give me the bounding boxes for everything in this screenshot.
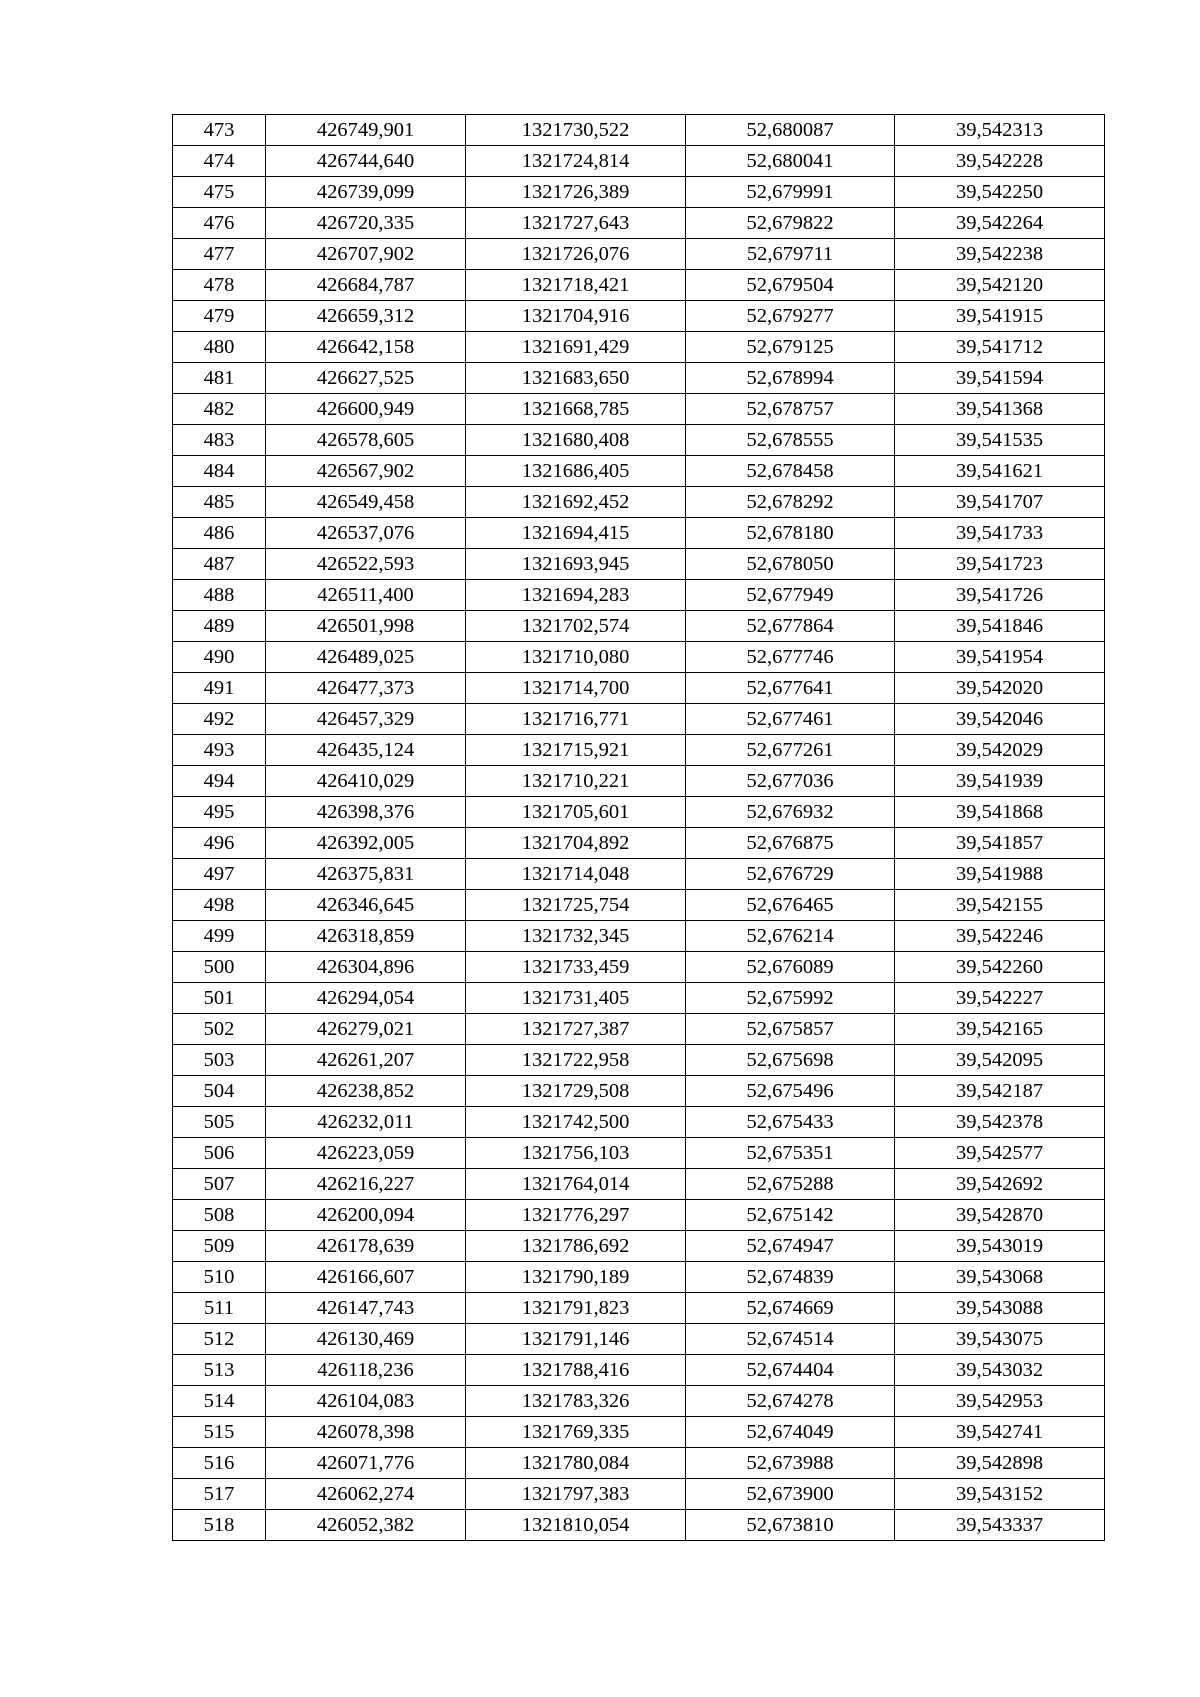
longitude-cell: 39,542228 [895, 146, 1105, 177]
x-coordinate-cell: 426178,639 [266, 1231, 466, 1262]
point-number-cell: 497 [173, 859, 266, 890]
point-number-cell: 508 [173, 1200, 266, 1231]
longitude-cell: 39,543032 [895, 1355, 1105, 1386]
point-number-cell: 494 [173, 766, 266, 797]
point-number-cell: 486 [173, 518, 266, 549]
latitude-cell: 52,678994 [686, 363, 895, 394]
table-row [173, 952, 1105, 983]
point-number-cell: 500 [173, 952, 266, 983]
x-coordinate-cell: 426659,312 [266, 301, 466, 332]
point-number-cell: 476 [173, 208, 266, 239]
latitude-cell: 52,673810 [686, 1510, 895, 1541]
latitude-cell: 52,678292 [686, 487, 895, 518]
latitude-cell: 52,674839 [686, 1262, 895, 1293]
longitude-cell: 39,541707 [895, 487, 1105, 518]
table-row [173, 1479, 1105, 1510]
longitude-cell: 39,542378 [895, 1107, 1105, 1138]
longitude-cell: 39,542246 [895, 921, 1105, 952]
point-number-cell: 511 [173, 1293, 266, 1324]
coordinate-table [172, 114, 1105, 1541]
x-coordinate-cell: 426477,373 [266, 673, 466, 704]
x-coordinate-cell: 426078,398 [266, 1417, 466, 1448]
table-row [173, 642, 1105, 673]
point-number-cell: 499 [173, 921, 266, 952]
x-coordinate-cell: 426071,776 [266, 1448, 466, 1479]
point-number-cell: 475 [173, 177, 266, 208]
x-coordinate-cell: 426166,607 [266, 1262, 466, 1293]
x-coordinate-cell: 426130,469 [266, 1324, 466, 1355]
latitude-cell: 52,673900 [686, 1479, 895, 1510]
y-coordinate-cell: 1321742,500 [466, 1107, 686, 1138]
x-coordinate-cell: 426720,335 [266, 208, 466, 239]
point-number-cell: 513 [173, 1355, 266, 1386]
y-coordinate-cell: 1321716,771 [466, 704, 686, 735]
y-coordinate-cell: 1321683,650 [466, 363, 686, 394]
latitude-cell: 52,679277 [686, 301, 895, 332]
point-number-cell: 514 [173, 1386, 266, 1417]
latitude-cell: 52,677461 [686, 704, 895, 735]
point-number-cell: 507 [173, 1169, 266, 1200]
x-coordinate-cell: 426062,274 [266, 1479, 466, 1510]
longitude-cell: 39,542187 [895, 1076, 1105, 1107]
latitude-cell: 52,675142 [686, 1200, 895, 1231]
longitude-cell: 39,542577 [895, 1138, 1105, 1169]
y-coordinate-cell: 1321668,785 [466, 394, 686, 425]
y-coordinate-cell: 1321715,921 [466, 735, 686, 766]
x-coordinate-cell: 426600,949 [266, 394, 466, 425]
table-row [173, 1448, 1105, 1479]
table-row [173, 1324, 1105, 1355]
y-coordinate-cell: 1321726,389 [466, 177, 686, 208]
longitude-cell: 39,542165 [895, 1014, 1105, 1045]
longitude-cell: 39,543075 [895, 1324, 1105, 1355]
longitude-cell: 39,541723 [895, 549, 1105, 580]
y-coordinate-cell: 1321704,916 [466, 301, 686, 332]
point-number-cell: 501 [173, 983, 266, 1014]
latitude-cell: 52,676214 [686, 921, 895, 952]
table-row [173, 1076, 1105, 1107]
table-row [173, 735, 1105, 766]
x-coordinate-cell: 426457,329 [266, 704, 466, 735]
latitude-cell: 52,678458 [686, 456, 895, 487]
y-coordinate-cell: 1321786,692 [466, 1231, 686, 1262]
y-coordinate-cell: 1321710,221 [466, 766, 686, 797]
x-coordinate-cell: 426739,099 [266, 177, 466, 208]
table-row [173, 921, 1105, 952]
point-number-cell: 493 [173, 735, 266, 766]
table-row [173, 1138, 1105, 1169]
longitude-cell: 39,542120 [895, 270, 1105, 301]
point-number-cell: 512 [173, 1324, 266, 1355]
latitude-cell: 52,675433 [686, 1107, 895, 1138]
x-coordinate-cell: 426549,458 [266, 487, 466, 518]
point-number-cell: 485 [173, 487, 266, 518]
longitude-cell: 39,543088 [895, 1293, 1105, 1324]
point-number-cell: 510 [173, 1262, 266, 1293]
y-coordinate-cell: 1321783,326 [466, 1386, 686, 1417]
x-coordinate-cell: 426410,029 [266, 766, 466, 797]
latitude-cell: 52,678180 [686, 518, 895, 549]
y-coordinate-cell: 1321780,084 [466, 1448, 686, 1479]
latitude-cell: 52,676932 [686, 797, 895, 828]
table-row [173, 1014, 1105, 1045]
point-number-cell: 496 [173, 828, 266, 859]
y-coordinate-cell: 1321724,814 [466, 146, 686, 177]
longitude-cell: 39,542029 [895, 735, 1105, 766]
longitude-cell: 39,542155 [895, 890, 1105, 921]
x-coordinate-cell: 426707,902 [266, 239, 466, 270]
latitude-cell: 52,674669 [686, 1293, 895, 1324]
point-number-cell: 477 [173, 239, 266, 270]
latitude-cell: 52,679504 [686, 270, 895, 301]
point-number-cell: 487 [173, 549, 266, 580]
longitude-cell: 39,541368 [895, 394, 1105, 425]
table-row [173, 518, 1105, 549]
latitude-cell: 52,678757 [686, 394, 895, 425]
table-row [173, 1262, 1105, 1293]
table-row [173, 1231, 1105, 1262]
x-coordinate-cell: 426627,525 [266, 363, 466, 394]
y-coordinate-cell: 1321810,054 [466, 1510, 686, 1541]
x-coordinate-cell: 426642,158 [266, 332, 466, 363]
y-coordinate-cell: 1321686,405 [466, 456, 686, 487]
y-coordinate-cell: 1321731,405 [466, 983, 686, 1014]
y-coordinate-cell: 1321769,335 [466, 1417, 686, 1448]
longitude-cell: 39,542250 [895, 177, 1105, 208]
latitude-cell: 52,677641 [686, 673, 895, 704]
point-number-cell: 498 [173, 890, 266, 921]
latitude-cell: 52,675857 [686, 1014, 895, 1045]
longitude-cell: 39,542264 [895, 208, 1105, 239]
longitude-cell: 39,541535 [895, 425, 1105, 456]
table-row [173, 177, 1105, 208]
x-coordinate-cell: 426398,376 [266, 797, 466, 828]
x-coordinate-cell: 426511,400 [266, 580, 466, 611]
table-row [173, 549, 1105, 580]
y-coordinate-cell: 1321776,297 [466, 1200, 686, 1231]
x-coordinate-cell: 426279,021 [266, 1014, 466, 1045]
x-coordinate-cell: 426318,859 [266, 921, 466, 952]
longitude-cell: 39,541594 [895, 363, 1105, 394]
y-coordinate-cell: 1321733,459 [466, 952, 686, 983]
y-coordinate-cell: 1321714,048 [466, 859, 686, 890]
x-coordinate-cell: 426304,896 [266, 952, 466, 983]
longitude-cell: 39,541733 [895, 518, 1105, 549]
point-number-cell: 483 [173, 425, 266, 456]
latitude-cell: 52,680041 [686, 146, 895, 177]
table-row [173, 1200, 1105, 1231]
y-coordinate-cell: 1321718,421 [466, 270, 686, 301]
y-coordinate-cell: 1321756,103 [466, 1138, 686, 1169]
x-coordinate-cell: 426346,645 [266, 890, 466, 921]
table-row [173, 208, 1105, 239]
point-number-cell: 480 [173, 332, 266, 363]
longitude-cell: 39,542046 [895, 704, 1105, 735]
y-coordinate-cell: 1321722,958 [466, 1045, 686, 1076]
table-row [173, 115, 1105, 146]
latitude-cell: 52,678555 [686, 425, 895, 456]
longitude-cell: 39,542898 [895, 1448, 1105, 1479]
point-number-cell: 516 [173, 1448, 266, 1479]
y-coordinate-cell: 1321727,387 [466, 1014, 686, 1045]
longitude-cell: 39,542095 [895, 1045, 1105, 1076]
x-coordinate-cell: 426375,831 [266, 859, 466, 890]
latitude-cell: 52,676729 [686, 859, 895, 890]
point-number-cell: 490 [173, 642, 266, 673]
point-number-cell: 478 [173, 270, 266, 301]
latitude-cell: 52,675496 [686, 1076, 895, 1107]
y-coordinate-cell: 1321730,522 [466, 115, 686, 146]
point-number-cell: 482 [173, 394, 266, 425]
table-row [173, 766, 1105, 797]
y-coordinate-cell: 1321791,823 [466, 1293, 686, 1324]
y-coordinate-cell: 1321714,700 [466, 673, 686, 704]
y-coordinate-cell: 1321680,408 [466, 425, 686, 456]
x-coordinate-cell: 426294,054 [266, 983, 466, 1014]
latitude-cell: 52,679125 [686, 332, 895, 363]
y-coordinate-cell: 1321727,643 [466, 208, 686, 239]
longitude-cell: 39,541726 [895, 580, 1105, 611]
point-number-cell: 488 [173, 580, 266, 611]
x-coordinate-cell: 426501,998 [266, 611, 466, 642]
point-number-cell: 515 [173, 1417, 266, 1448]
latitude-cell: 52,675698 [686, 1045, 895, 1076]
point-number-cell: 517 [173, 1479, 266, 1510]
longitude-cell: 39,543068 [895, 1262, 1105, 1293]
x-coordinate-cell: 426749,901 [266, 115, 466, 146]
y-coordinate-cell: 1321788,416 [466, 1355, 686, 1386]
table-row [173, 580, 1105, 611]
table-row [173, 301, 1105, 332]
longitude-cell: 39,541857 [895, 828, 1105, 859]
point-number-cell: 489 [173, 611, 266, 642]
y-coordinate-cell: 1321710,080 [466, 642, 686, 673]
longitude-cell: 39,543152 [895, 1479, 1105, 1510]
table-row [173, 797, 1105, 828]
y-coordinate-cell: 1321691,429 [466, 332, 686, 363]
table-row [173, 456, 1105, 487]
point-number-cell: 509 [173, 1231, 266, 1262]
point-number-cell: 495 [173, 797, 266, 828]
point-number-cell: 473 [173, 115, 266, 146]
y-coordinate-cell: 1321732,345 [466, 921, 686, 952]
table-row [173, 1355, 1105, 1386]
table-row [173, 1386, 1105, 1417]
y-coordinate-cell: 1321729,508 [466, 1076, 686, 1107]
x-coordinate-cell: 426104,083 [266, 1386, 466, 1417]
table-row [173, 1107, 1105, 1138]
longitude-cell: 39,541939 [895, 766, 1105, 797]
x-coordinate-cell: 426052,382 [266, 1510, 466, 1541]
y-coordinate-cell: 1321726,076 [466, 239, 686, 270]
latitude-cell: 52,676465 [686, 890, 895, 921]
x-coordinate-cell: 426216,227 [266, 1169, 466, 1200]
point-number-cell: 474 [173, 146, 266, 177]
latitude-cell: 52,674278 [686, 1386, 895, 1417]
table-row [173, 673, 1105, 704]
table-row [173, 1169, 1105, 1200]
y-coordinate-cell: 1321790,189 [466, 1262, 686, 1293]
x-coordinate-cell: 426223,059 [266, 1138, 466, 1169]
latitude-cell: 52,673988 [686, 1448, 895, 1479]
table-row [173, 425, 1105, 456]
table-row [173, 239, 1105, 270]
x-coordinate-cell: 426684,787 [266, 270, 466, 301]
latitude-cell: 52,674049 [686, 1417, 895, 1448]
latitude-cell: 52,675992 [686, 983, 895, 1014]
table-row [173, 890, 1105, 921]
y-coordinate-cell: 1321692,452 [466, 487, 686, 518]
x-coordinate-cell: 426435,124 [266, 735, 466, 766]
point-number-cell: 481 [173, 363, 266, 394]
x-coordinate-cell: 426200,094 [266, 1200, 466, 1231]
latitude-cell: 52,674404 [686, 1355, 895, 1386]
x-coordinate-cell: 426118,236 [266, 1355, 466, 1386]
y-coordinate-cell: 1321704,892 [466, 828, 686, 859]
longitude-cell: 39,541868 [895, 797, 1105, 828]
longitude-cell: 39,542313 [895, 115, 1105, 146]
table-row [173, 611, 1105, 642]
x-coordinate-cell: 426261,207 [266, 1045, 466, 1076]
latitude-cell: 52,677746 [686, 642, 895, 673]
point-number-cell: 502 [173, 1014, 266, 1045]
longitude-cell: 39,541712 [895, 332, 1105, 363]
point-number-cell: 505 [173, 1107, 266, 1138]
y-coordinate-cell: 1321705,601 [466, 797, 686, 828]
x-coordinate-cell: 426537,076 [266, 518, 466, 549]
longitude-cell: 39,542227 [895, 983, 1105, 1014]
y-coordinate-cell: 1321764,014 [466, 1169, 686, 1200]
table-row [173, 704, 1105, 735]
point-number-cell: 492 [173, 704, 266, 735]
table-row [173, 270, 1105, 301]
x-coordinate-cell: 426578,605 [266, 425, 466, 456]
longitude-cell: 39,543019 [895, 1231, 1105, 1262]
longitude-cell: 39,542692 [895, 1169, 1105, 1200]
point-number-cell: 479 [173, 301, 266, 332]
longitude-cell: 39,542020 [895, 673, 1105, 704]
y-coordinate-cell: 1321702,574 [466, 611, 686, 642]
table-row [173, 487, 1105, 518]
point-number-cell: 518 [173, 1510, 266, 1541]
latitude-cell: 52,677864 [686, 611, 895, 642]
latitude-cell: 52,679711 [686, 239, 895, 270]
point-number-cell: 504 [173, 1076, 266, 1107]
point-number-cell: 506 [173, 1138, 266, 1169]
longitude-cell: 39,542870 [895, 1200, 1105, 1231]
latitude-cell: 52,674514 [686, 1324, 895, 1355]
latitude-cell: 52,680087 [686, 115, 895, 146]
latitude-cell: 52,677261 [686, 735, 895, 766]
longitude-cell: 39,541846 [895, 611, 1105, 642]
longitude-cell: 39,543337 [895, 1510, 1105, 1541]
table-row [173, 1045, 1105, 1076]
x-coordinate-cell: 426147,743 [266, 1293, 466, 1324]
table-row [173, 1510, 1105, 1541]
coordinate-table-body [173, 115, 1105, 1541]
longitude-cell: 39,542953 [895, 1386, 1105, 1417]
longitude-cell: 39,542260 [895, 952, 1105, 983]
latitude-cell: 52,676875 [686, 828, 895, 859]
longitude-cell: 39,541621 [895, 456, 1105, 487]
table-row [173, 983, 1105, 1014]
x-coordinate-cell: 426392,005 [266, 828, 466, 859]
table-row [173, 859, 1105, 890]
point-number-cell: 503 [173, 1045, 266, 1076]
point-number-cell: 484 [173, 456, 266, 487]
longitude-cell: 39,542238 [895, 239, 1105, 270]
table-row [173, 146, 1105, 177]
latitude-cell: 52,679822 [686, 208, 895, 239]
x-coordinate-cell: 426522,593 [266, 549, 466, 580]
table-row [173, 1417, 1105, 1448]
x-coordinate-cell: 426238,852 [266, 1076, 466, 1107]
y-coordinate-cell: 1321693,945 [466, 549, 686, 580]
point-number-cell: 491 [173, 673, 266, 704]
latitude-cell: 52,677949 [686, 580, 895, 611]
x-coordinate-cell: 426567,902 [266, 456, 466, 487]
latitude-cell: 52,675288 [686, 1169, 895, 1200]
latitude-cell: 52,678050 [686, 549, 895, 580]
x-coordinate-cell: 426744,640 [266, 146, 466, 177]
table-row [173, 363, 1105, 394]
latitude-cell: 52,675351 [686, 1138, 895, 1169]
longitude-cell: 39,541915 [895, 301, 1105, 332]
latitude-cell: 52,677036 [686, 766, 895, 797]
y-coordinate-cell: 1321725,754 [466, 890, 686, 921]
longitude-cell: 39,542741 [895, 1417, 1105, 1448]
table-row [173, 828, 1105, 859]
y-coordinate-cell: 1321694,415 [466, 518, 686, 549]
table-row [173, 1293, 1105, 1324]
x-coordinate-cell: 426232,011 [266, 1107, 466, 1138]
x-coordinate-cell: 426489,025 [266, 642, 466, 673]
table-row [173, 394, 1105, 425]
y-coordinate-cell: 1321797,383 [466, 1479, 686, 1510]
longitude-cell: 39,541988 [895, 859, 1105, 890]
latitude-cell: 52,679991 [686, 177, 895, 208]
y-coordinate-cell: 1321694,283 [466, 580, 686, 611]
y-coordinate-cell: 1321791,146 [466, 1324, 686, 1355]
longitude-cell: 39,541954 [895, 642, 1105, 673]
latitude-cell: 52,674947 [686, 1231, 895, 1262]
table-row [173, 332, 1105, 363]
latitude-cell: 52,676089 [686, 952, 895, 983]
